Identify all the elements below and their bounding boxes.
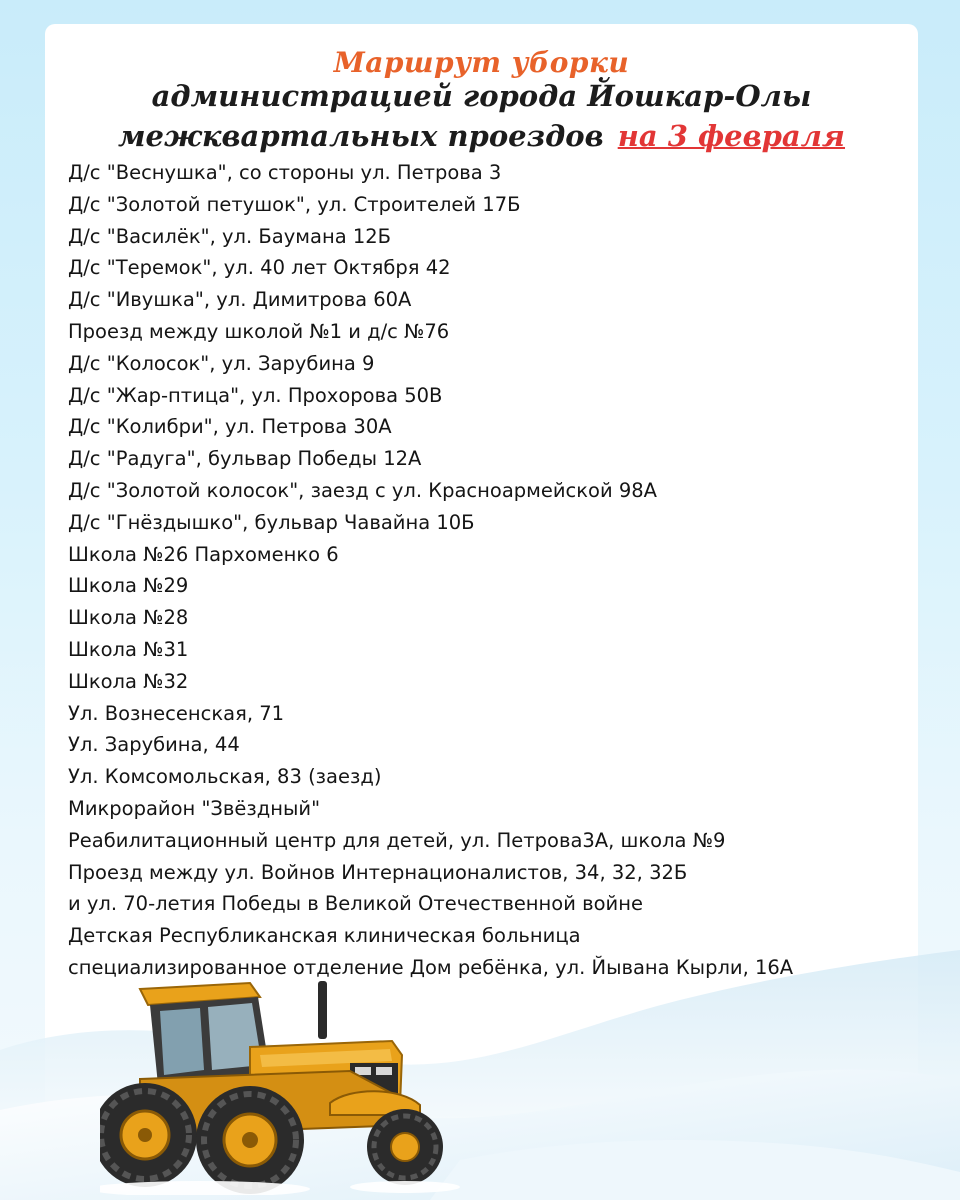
route-item: Микрорайон "Звёздный"	[68, 796, 321, 820]
route-item: Д/с "Гнёздышко", бульвар Чавайна 10Б	[68, 510, 475, 534]
route-item: Проезд между ул. Войнов Интернационалистов, 34, 32, 32Б	[68, 860, 688, 884]
date-label: на 3 февраля	[617, 119, 846, 153]
title-line-2: администрацией города Йошкар-Олы	[151, 79, 812, 113]
route-item: Д/с "Василёк", ул. Баумана 12Б	[68, 224, 392, 248]
route-item: Д/с "Колибри", ул. Петрова 30А	[68, 415, 392, 439]
route-item: Д/с "Радуга", бульвар Победы 12А	[68, 447, 422, 471]
route-item: Д/с "Веснушка", со стороны ул. Петрова 3	[68, 161, 502, 184]
route-item: Детская Республиканская клиническая больница	[68, 924, 581, 948]
route-item: Д/с "Золотой колосок", заезд с ул. Красноармейской 98А	[68, 478, 657, 502]
route-item: Ул. Комсомольская, 83 (заезд)	[68, 765, 382, 789]
route-item: Школа №31	[68, 637, 189, 661]
title-line-3-text: межквартальных проездов	[117, 119, 604, 153]
title-line-3	[45, 119, 918, 153]
route-item: Школа №26 Пархоменко 6	[68, 542, 339, 566]
route-item: и ул. 70-летия Победы в Великой Отечественной войне	[68, 892, 643, 916]
route-item: Д/с "Ивушка", ул. Димитрова 60А	[68, 288, 412, 312]
route-item: Ул. Зарубина, 44	[68, 733, 240, 757]
route-item: Д/с "Теремок", ул. 40 лет Октября 42	[68, 256, 451, 280]
route-item: специализированное отделение Дом ребёнка, ул. Йывана Кырли, 16А	[68, 955, 794, 979]
route-item: Д/с "Жар-птица", ул. Прохорова 50В	[68, 383, 443, 407]
route-item: Школа №32	[68, 669, 189, 693]
route-item: Школа №28	[68, 606, 189, 630]
route-item: Д/с "Колосок", ул. Зарубина 9	[68, 351, 375, 375]
route-item: Школа №29	[68, 574, 189, 598]
route-item: Проезд между школой №1 и д/с №76	[68, 319, 450, 343]
route-item: Д/с "Золотой петушок", ул. Строителей 17Б	[68, 192, 521, 216]
route-list	[68, 157, 793, 984]
route-item: Ул. Вознесенская, 71	[68, 701, 285, 725]
route-item: Реабилитационный центр для детей, ул. Петрова3А, школа №9	[68, 828, 726, 852]
tractor-illustration	[100, 975, 470, 1195]
title-line-1: Маршрут уборки	[333, 46, 630, 79]
